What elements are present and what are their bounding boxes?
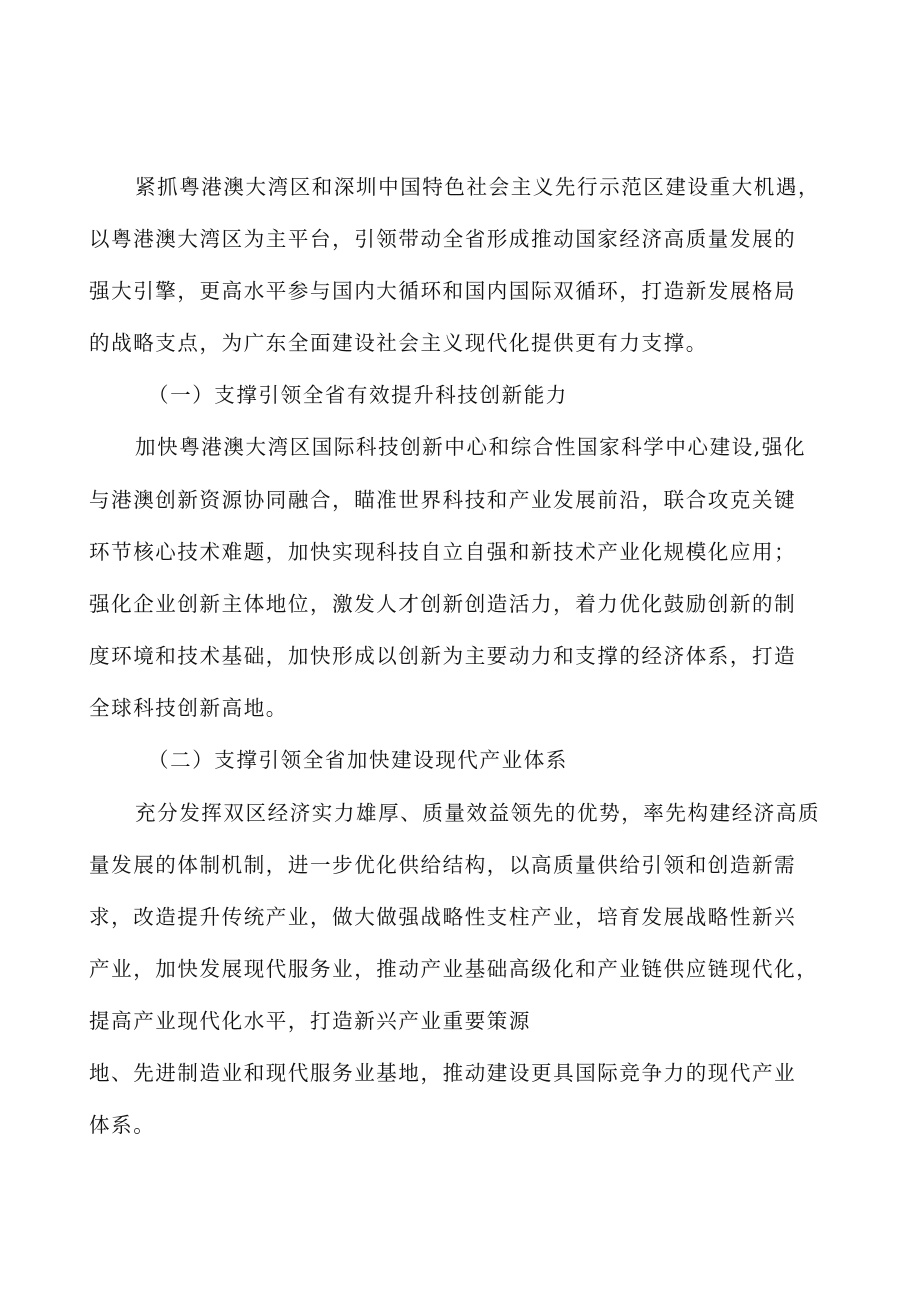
paragraph-3-line-2: 量发展的体制机制，进一步优化供给结构，以高质量供给引领和创造新需 [89, 853, 797, 877]
paragraph-1-line-4: 的战略支点，为广东全面建设社会主义现代化提供更有力支撑。 [89, 331, 708, 355]
paragraph-3-line-1: 充分发挥双区经济实力雄厚、质量效益领先的优势，率先构建经济高质 [135, 801, 821, 825]
paragraph-2-line-3: 环节核心技术难题，加快实现科技自立自强和新技术产业化规模化应用； [89, 540, 797, 564]
paragraph-1-line-2: 以粤港澳大湾区为主平台，引领带动全省形成推动国家经济高质量发展的 [89, 227, 797, 251]
paragraph-3-line-6: 地、先进制造业和现代服务业基地，推动建设更具国际竞争力的现代产业 [89, 1061, 797, 1085]
paragraph-3-line-3: 求，改造提升传统产业，做大做强战略性支柱产业，培育发展战略性新兴 [89, 905, 797, 929]
paragraph-3-line-7: 体系。 [89, 1113, 156, 1137]
paragraph-2-line-4: 强化企业创新主体地位，激发人才创新创造活力，着力优化鼓励创新的制 [89, 592, 797, 616]
paragraph-2-line-6: 全球科技创新高地。 [89, 696, 288, 720]
paragraph-1-line-1: 紧抓粤港澳大湾区和深圳中国特色社会主义先行示范区建设重大机遇， [135, 175, 821, 199]
section-heading-1: （一）支撑引领全省有效提升科技创新能力 [148, 383, 568, 407]
paragraph-3-line-4: 产业，加快发展现代服务业，推动产业基础高级化和产业链供应链现代化， [89, 957, 819, 981]
paragraph-2-line-2: 与港澳创新资源协同融合，瞄准世界科技和产业发展前沿，联合攻克关键 [89, 488, 797, 512]
section-heading-2: （二）支撑引领全省加快建设现代产业体系 [148, 748, 568, 772]
paragraph-3-line-5: 提高产业现代化水平，打造新兴产业重要策源 [89, 1009, 531, 1033]
paragraph-1-line-3: 强大引擎，更高水平参与国内大循环和国内国际双循环，打造新发展格局 [89, 279, 797, 303]
paragraph-2-line-1: 加快粤港澳大湾区国际科技创新中心和综合性国家科学中心建设,强化 [135, 435, 807, 459]
paragraph-2-line-5: 度环境和技术基础，加快形成以创新为主要动力和支撑的经济体系，打造 [89, 644, 797, 668]
